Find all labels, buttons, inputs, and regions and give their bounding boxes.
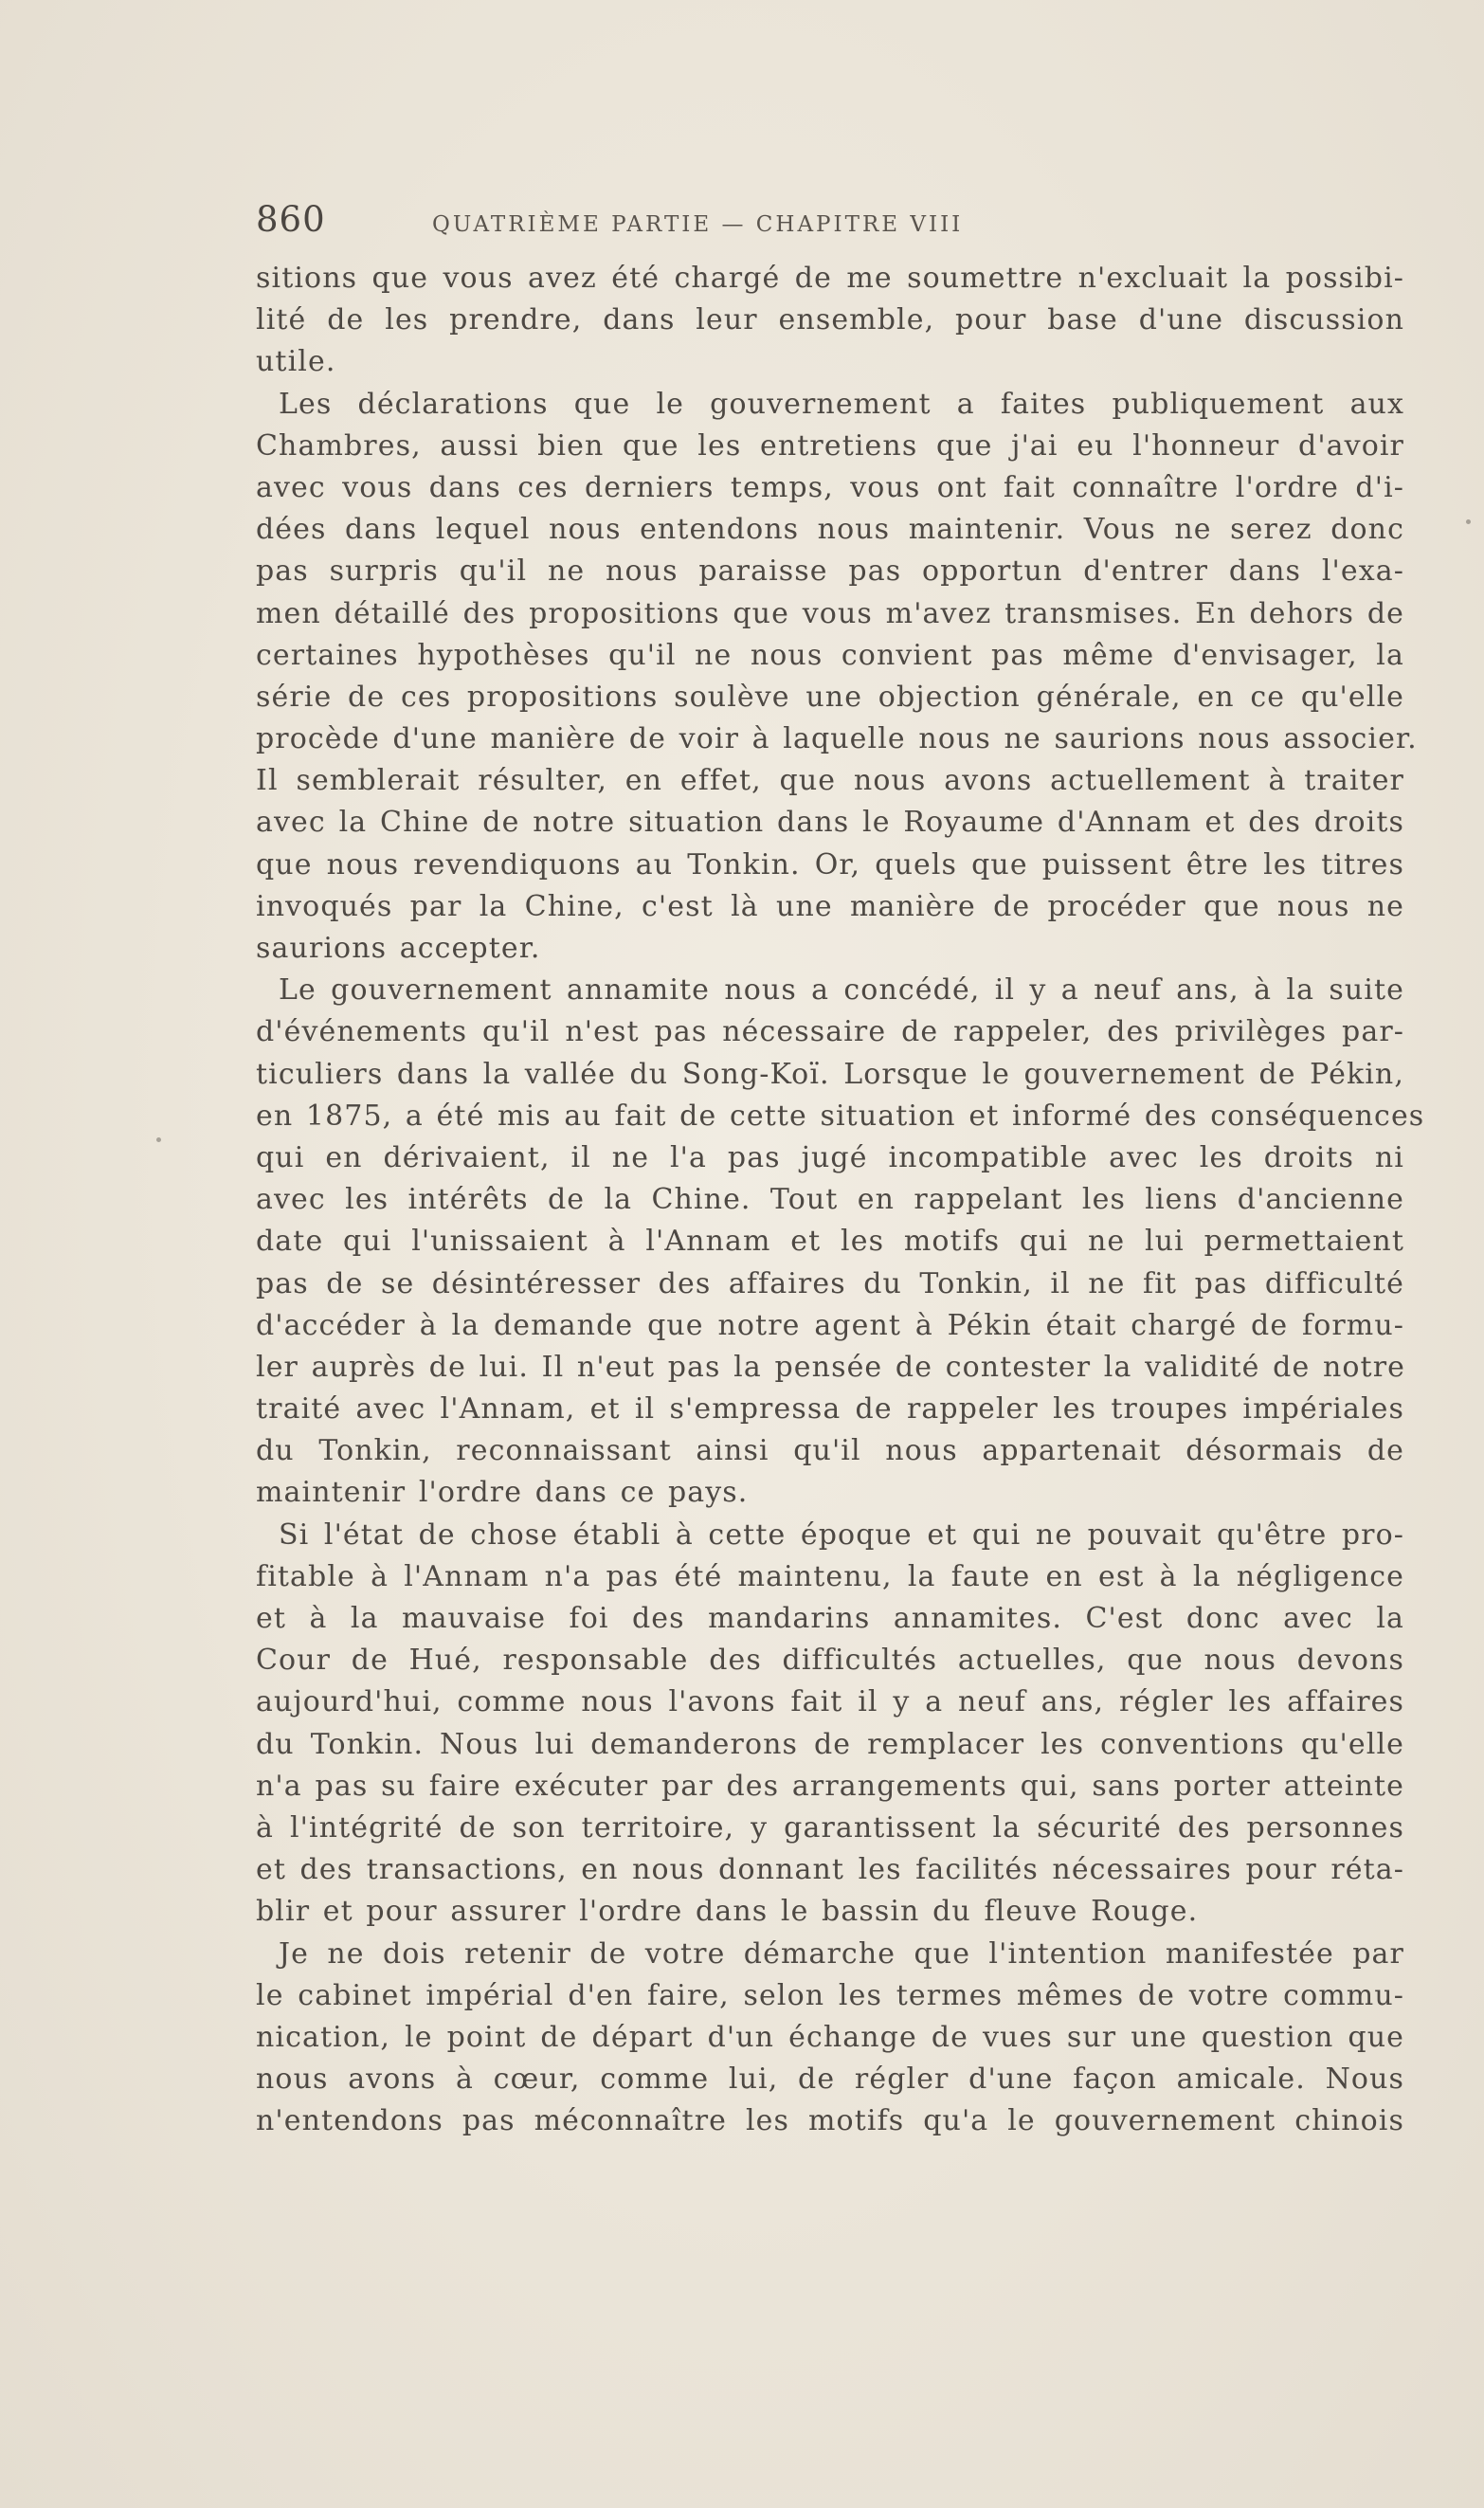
text-line: nication, le point de départ d'un échange de vues sur une question que [256, 2020, 1404, 2054]
paper-speck [1466, 519, 1471, 524]
text-line: blir et pour assurer l'ordre dans le bassin du fleuve Rouge. [256, 1895, 1199, 1929]
text-line: sitions que vous avez été chargé de me soumettre n'excluait la possibi- [256, 262, 1404, 295]
text-line: Les déclarations que le gouvernement a faites publiquement aux [279, 387, 1404, 421]
text-line: du Tonkin, reconnaissant ainsi qu'il nous appartenait désormais de [256, 1434, 1404, 1468]
text-line: n'a pas su faire exécuter par des arrangements qui, sans porter atteinte [256, 1769, 1404, 1803]
text-line: avec les intérêts de la Chine. Tout en rappelant les liens d'ancienne [256, 1183, 1404, 1217]
text-line: aujourd'hui, comme nous l'avons fait il y a neuf ans, régler les affaires [256, 1685, 1404, 1719]
text-line: le cabinet impérial d'en faire, selon les termes mêmes de votre commu- [256, 1978, 1404, 2012]
body-text [256, 258, 1425, 2142]
text-line: maintenir l'ordre dans ce pays. [256, 1476, 749, 1510]
text-line: invoqués par la Chine, c'est là une manière de procéder que nous ne [256, 889, 1404, 923]
text-line: et à la mauvaise foi des mandarins annamites. C'est donc avec la [256, 1602, 1404, 1635]
text-line: lité de les prendre, dans leur ensemble, pour base d'une discussion [256, 303, 1404, 337]
text-line: procède d'une manière de voir à laquelle nous ne saurions nous associer. [256, 722, 1418, 756]
text-line: Je ne dois retenir de votre démarche que l'intention manifestée par [279, 1936, 1404, 1971]
text-line: saurions accepter. [256, 932, 541, 965]
text-line: qui en dérivaient, il ne l'a pas jugé incompatible avec les droits ni [256, 1140, 1404, 1174]
text-line: avec vous dans ces derniers temps, vous ont fait connaître l'ordre d'i- [256, 470, 1404, 504]
text-line: ticuliers dans la vallée du Song-Koï. Lorsque le gouvernement de Pékin, [256, 1057, 1404, 1091]
text-line: d'événements qu'il n'est pas nécessaire de rappeler, des privilèges par- [256, 1015, 1404, 1049]
text-line: dées dans lequel nous entendons nous maintenir. Vous ne serez donc [256, 513, 1404, 547]
text-line: en 1875, a été mis au fait de cette situation et informé des conséquences [256, 1099, 1425, 1133]
text-line: ler auprès de lui. Il n'eut pas la pensée de contester la validité de notre [256, 1350, 1405, 1384]
text-line: Si l'état de chose établi à cette époque et qui ne pouvait qu'être pro- [279, 1518, 1404, 1552]
paper-speck [156, 1137, 161, 1142]
text-line: n'entendons pas méconnaître les motifs qu'a le gouvernement chinois [256, 2104, 1404, 2138]
text-line: pas de se désintéresser des affaires du Tonkin, il ne fit pas difficulté [256, 1266, 1404, 1300]
running-head: QUATRIÈME PARTIE — CHAPITRE VIII [432, 212, 964, 237]
page-header [256, 199, 1203, 246]
text-line: à l'intégrité de son territoire, y garantissent la sécurité des personnes [256, 1810, 1404, 1845]
text-line: et des transactions, en nous donnant les facilités nécessaires pour réta- [256, 1853, 1404, 1887]
text-line: traité avec l'Annam, et il s'empressa de rappeler les troupes impériales [256, 1392, 1404, 1427]
text-line: date qui l'unissaient à l'Annam et les motifs qui ne lui permettaient [256, 1225, 1404, 1259]
text-line: pas surpris qu'il ne nous paraisse pas opportun d'entrer dans l'exa- [256, 554, 1404, 589]
text-line: que nous revendiquons au Tonkin. Or, quels que puissent être les titres [256, 847, 1404, 881]
text-line: série de ces propositions soulève une objection générale, en ce qu'elle [256, 680, 1404, 714]
page-number: 860 [256, 199, 326, 240]
text-line: utile. [256, 345, 336, 379]
text-line: d'accéder à la demande que notre agent à Pékin était chargé de formu- [256, 1308, 1404, 1342]
text-line: Cour de Hué, responsable des difficultés actuelles, que nous devons [256, 1644, 1404, 1678]
text-line: avec la Chine de notre situation dans le Royaume d'Annam et des droits [256, 806, 1404, 840]
text-line: fitable à l'Annam n'a pas été maintenu, la faute en est à la négligence [256, 1559, 1404, 1593]
text-line: Le gouvernement annamite nous a concédé, il y a neuf ans, à la suite [279, 973, 1404, 1008]
text-line: Chambres, aussi bien que les entretiens que j'ai eu l'honneur d'avoir [256, 428, 1404, 463]
text-line: men détaillé des propositions que vous m'avez transmises. En dehors de [256, 596, 1404, 630]
text-line: du Tonkin. Nous lui demanderons de remplacer les conventions qu'elle [256, 1727, 1404, 1761]
text-line: Il semblerait résulter, en effet, que nous avons actuellement à traiter [256, 764, 1404, 798]
text-line: nous avons à cœur, comme lui, de régler d'une façon amicale. Nous [256, 2063, 1404, 2097]
text-line: certaines hypothèses qu'il ne nous convient pas même d'envisager, la [256, 638, 1404, 672]
